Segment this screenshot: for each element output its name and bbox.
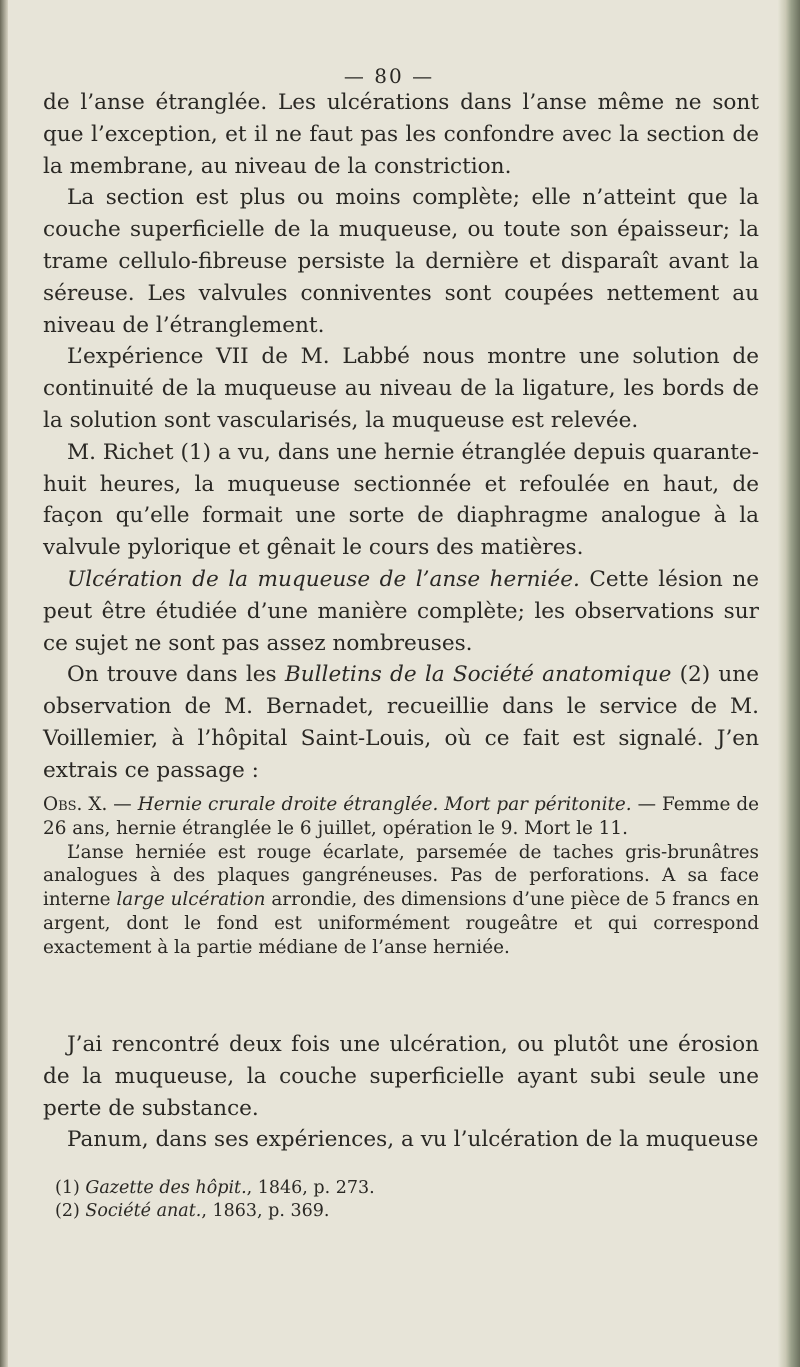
paragraph-6-citation: Bulletins de la Société anatomique — [284, 662, 672, 688]
footnote-2 — [55, 1200, 755, 1223]
footnote-2-reference: , 1863, p. 369. — [201, 1201, 330, 1221]
observation-dash: — — [107, 794, 138, 815]
footnote-1 — [55, 1177, 755, 1200]
paragraph-7: J’ai rencontré deux fois une ulcération, ou plutôt une érosion de la muqueuse, la couche superficielle ayant subi seule une perte de substance. — [43, 1032, 759, 1121]
paragraph-5-heading: Ulcération de la muqueuse de l’anse herniée. — [67, 566, 580, 592]
page-left-shadow — [0, 0, 8, 1367]
footnote-1-number: (1) — [55, 1178, 86, 1198]
paragraph-6-end: (2) une observation de M. Bernadet, recueillie dans le service de M. Voillemier, à l’hôpital Saint-Louis, où ce fait est signalé. J’en extrais ce passage : — [43, 662, 759, 783]
observation-intro: — Femme de 26 ans, hernie étranglée le 6 juillet, opération le 9. Mort le 11. — [43, 794, 759, 839]
main-text-top — [43, 87, 759, 787]
observation-body-end: arrondie, des dimensions d’une pièce de 5 francs en argent, dont le fond est uniformément rougeâtre et qui correspond exactement à la partie médiane de l’anse herniée. — [43, 889, 759, 958]
observation-body-start: L’anse herniée est rouge écarlate, parsemée de taches gris-brunâtres analogues à des plaques gangréneuses. Pas de perforations. A sa face interne — [43, 841, 759, 911]
paragraph-3: L’expérience VII de M. Labbé nous montre une solution de continuité de la muqueuse au niveau de la ligature, les bords de la solution sont vascularisés, la muqueuse est relevée. — [43, 344, 759, 433]
footnote-1-source: Gazette des hôpit. — [85, 1178, 247, 1198]
paragraph-6-start: On trouve dans les — [67, 662, 285, 688]
footnotes — [55, 1177, 755, 1223]
footnote-2-number: (2) — [55, 1201, 86, 1221]
page-number: — 80 — — [343, 64, 435, 88]
observation-block — [43, 793, 759, 960]
page-binding-edge — [778, 0, 800, 1367]
observation-body-emphasis: large ulcération — [116, 889, 266, 911]
observation-title: Hernie crurale droite étranglée. Mort par péritonite. — [137, 794, 632, 815]
paragraph-5-text: Cette lésion ne peut être étudiée d’une manière complète; les observations sur ce sujet ne sont pas assez nombreuses. — [43, 566, 760, 656]
paragraph-2: La section est plus ou moins complète; elle n’atteint que la couche superficielle de la muqueuse, ou toute son épaisseur; la trame cellulo-fibreuse persiste la dernière et disparaît avant la séreuse. Les valvules conniventes sont coupées nettement au niveau de l’étranglement. — [43, 185, 759, 338]
observation-header — [43, 793, 759, 841]
paragraph-8: Panum, dans ses expériences, a vu l’ulcération de la muqueuse — [67, 1127, 759, 1153]
main-text-bottom — [43, 1029, 759, 1156]
footnote-2-source: Société anat. — [85, 1201, 202, 1221]
observation-body — [43, 841, 759, 960]
footnote-1-reference: , 1846, p. 273. — [246, 1178, 375, 1198]
paragraph-4: M. Richet (1) a vu, dans une hernie étranglée depuis quarante-huit heures, la muqueuse sectionnée et refoulée en haut, de façon qu’elle formait une sorte de diaphragme analogue à la valvule pylorique et gênait le cours des matières. — [43, 439, 759, 561]
observation-label: Obs. X. — [43, 794, 108, 815]
paragraph-6 — [43, 659, 759, 786]
paragraph-5 — [43, 564, 759, 659]
paragraph-1: de l’anse étranglée. Les ulcérations dans l’anse même ne sont que l’exception, et il ne faut pas les confondre avec la section de la membrane, au niveau de la constriction. — [43, 90, 759, 179]
